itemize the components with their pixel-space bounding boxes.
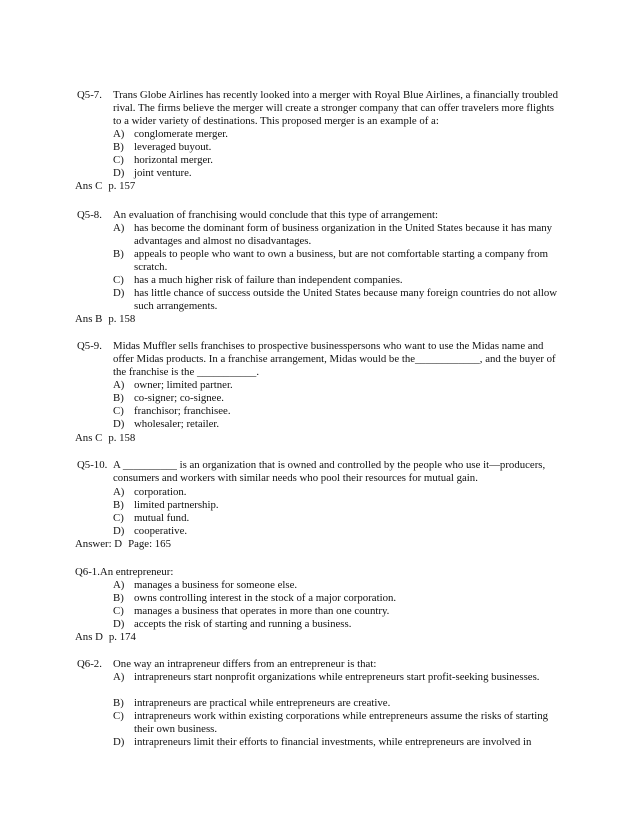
question-number: Q6-2. — [77, 658, 102, 670]
question-stem: An evaluation of franchising would conclude that this type of arrangement: — [113, 209, 439, 221]
option-letter: C) — [113, 405, 124, 417]
option-text: cooperative. — [134, 525, 188, 537]
answer-line — [75, 631, 136, 644]
option-letter: B) — [113, 592, 124, 604]
option-letter: C) — [113, 710, 124, 722]
option-letter: B) — [113, 392, 124, 404]
option-letter: D) — [113, 525, 125, 537]
question-number: Q5-8. — [77, 209, 102, 221]
option-text: franchisor; franchisee. — [134, 405, 231, 417]
answer-line — [75, 538, 171, 551]
question-stem: An entrepreneur: — [99, 566, 174, 578]
answer-reference: p. 157 — [108, 180, 136, 192]
option-text: intrapreneurs start nonprofit organizations while entrepreneurs start profit-seeking businesses. — [134, 671, 540, 683]
option-letter: D) — [113, 418, 125, 430]
option-text: has become the dominant form of business organization in the United States because it has many advantages and almost no disadvantages. — [134, 222, 553, 247]
option-letter: D) — [113, 736, 125, 748]
answer-label: Ans D — [75, 631, 103, 643]
option-text: appeals to people who want to own a business, but are not comfortable starting a company from scratch. — [134, 248, 549, 273]
option-letter: C) — [113, 154, 124, 166]
option-letter: B) — [113, 248, 124, 260]
answer-line — [75, 313, 135, 326]
answer-reference: p. 158 — [108, 313, 136, 325]
option-text: has a much higher risk of failure than independent companies. — [134, 274, 403, 286]
option-text: manages a business that operates in more than one country. — [134, 605, 390, 617]
option-text: conglomerate merger. — [134, 128, 228, 140]
option-text: intrapreneurs are practical while entrepreneurs are creative. — [134, 697, 391, 709]
option-letter: D) — [113, 167, 125, 179]
option-text: has little chance of success outside the United States because many foreign countries do not allow such arrangements. — [134, 287, 558, 312]
question-stem: A __________ is an organization that is owned and controlled by the people who use it—producers, consumers and workers with similar needs who pool their resources for mutual gain. — [113, 459, 546, 484]
option-letter: A) — [113, 222, 125, 234]
option-letter: D) — [113, 287, 125, 299]
option-text: horizontal merger. — [134, 154, 213, 166]
question-stem: Midas Muffler sells franchises to prospective businesspersons who want to use the Midas name and offer Midas products. In a franchise arrangement, Midas would be the____________, and the buyer of the franchise is the ___________. — [113, 340, 556, 378]
answer-line — [75, 180, 135, 193]
option-text: mutual fund. — [134, 512, 190, 524]
option-letter: A) — [113, 128, 125, 140]
option-letter: B) — [113, 697, 124, 709]
option-letter: B) — [113, 499, 124, 511]
option-letter: C) — [113, 605, 124, 617]
option-letter: C) — [113, 512, 124, 524]
option-text: limited partnership. — [134, 499, 219, 511]
question-number: Q5-10. — [77, 459, 108, 471]
question-line — [75, 566, 173, 579]
option-letter: A) — [113, 379, 125, 391]
option-text: leveraged buyout. — [134, 141, 212, 153]
option-text: accepts the risk of starting and running a business. — [134, 618, 352, 630]
option-letter: A) — [113, 671, 125, 683]
option-letter: C) — [113, 274, 124, 286]
option-text: co-signer; co-signee. — [134, 392, 224, 404]
option-text: intrapreneurs limit their efforts to financial investments, while entrepreneurs are involved in — [134, 736, 532, 748]
answer-label: Ans C — [75, 180, 103, 192]
option-text: owns controlling interest in the stock of a major corporation. — [134, 592, 397, 604]
option-letter: B) — [113, 141, 124, 153]
question-stem: Trans Globe Airlines has recently looked into a merger with Royal Blue Airlines, a financially troubled rival. The firms believe the merger will create a stronger company that can offer travelers more flights to a wider variety of destinations. This proposed merger is an example of a: — [113, 89, 558, 127]
question-number: Q5-7. — [77, 89, 102, 101]
option-text: corporation. — [134, 486, 187, 498]
question-number: Q6-1. — [75, 566, 100, 578]
answer-label: Answer: D — [75, 538, 123, 550]
answer-line — [75, 432, 135, 445]
question-number: Q5-9. — [77, 340, 102, 352]
option-text: wholesaler; retailer. — [134, 418, 220, 430]
question-stem: One way an intrapreneur differs from an entrepreneur is that: — [113, 658, 377, 670]
answer-label: Ans C — [75, 432, 103, 444]
option-text: owner; limited partner. — [134, 379, 233, 391]
answer-label: Ans B — [75, 313, 103, 325]
option-letter: D) — [113, 618, 125, 630]
option-letter: A) — [113, 579, 125, 591]
option-text: joint venture. — [134, 167, 192, 179]
option-text: manages a business for someone else. — [134, 579, 298, 591]
answer-reference: p. 158 — [108, 432, 136, 444]
answer-reference: p. 174 — [108, 631, 136, 643]
option-text: intrapreneurs work within existing corporations while entrepreneurs assume the risks of starting their own business. — [134, 710, 549, 735]
option-letter: A) — [113, 486, 125, 498]
answer-reference: Page: 165 — [128, 538, 171, 550]
